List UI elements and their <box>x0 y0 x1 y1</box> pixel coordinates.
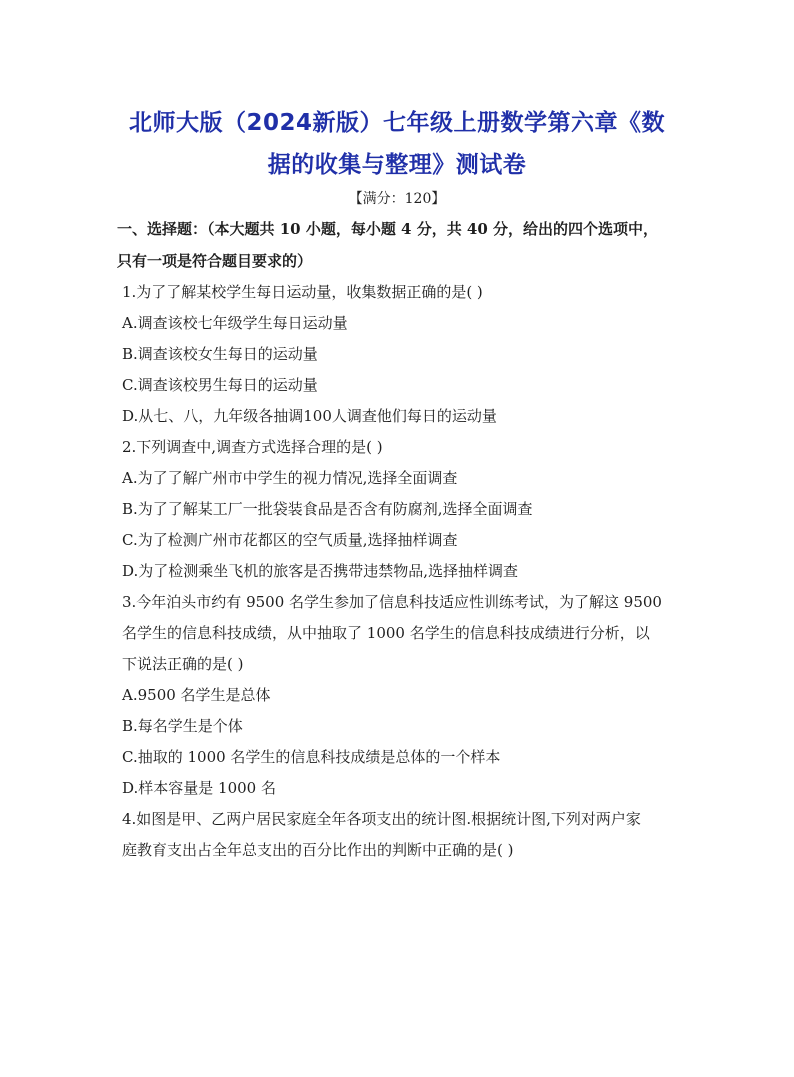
question-3-stem-line2: 名学生的信息科技成绩，从中抽取了 1000 名学生的信息科技成绩进行分析，以 <box>122 624 650 642</box>
question-1-option-d: D.从七、八，九年级各抽调100人调查他们每日的运动量 <box>122 407 497 425</box>
question-3-stem-line1: 3.今年泊头市约有 9500 名学生参加了信息科技适应性训练考试，为了解这 9500 <box>122 593 662 611</box>
question-2-option-b: B.为了了解某工厂一批袋装食品是否含有防腐剂,选择全面调查 <box>122 500 533 518</box>
question-1-stem: 1.为了了解某校学生每日运动量，收集数据正确的是( ) <box>122 283 483 301</box>
question-3-option-a: A.9500 名学生是总体 <box>122 686 271 704</box>
question-1-option-a: A.调查该校七年级学生每日运动量 <box>122 314 348 332</box>
question-3-option-b: B.每名学生是个体 <box>122 717 243 735</box>
section-heading-line2: 只有一项是符合题目要求的） <box>117 252 313 270</box>
question-1-option-b: B.调查该校女生每日的运动量 <box>122 345 318 363</box>
question-1-option-c: C.调查该校男生每日的运动量 <box>122 376 318 394</box>
exam-title-line1: 北师大版（2024新版）七年级上册数学第六章《数 <box>128 110 665 136</box>
question-3-option-d: D.样本容量是 1000 名 <box>122 779 276 797</box>
question-2-option-d: D.为了检测乘坐飞机的旅客是否携带违禁物品,选择抽样调查 <box>122 562 519 580</box>
full-score-label: 【满分：120】 <box>348 191 446 207</box>
exam-title-line2: 据的收集与整理》测试卷 <box>267 152 527 178</box>
question-2-option-a: A.为了了解广州市中学生的视力情况,选择全面调查 <box>122 469 458 487</box>
question-3-stem-line3: 下说法正确的是( ) <box>122 655 244 673</box>
section-heading-line1: 一、选择题：（本大题共 10 小题，每小题 4 分，共 40 分，给出的四个选项中， <box>117 220 659 238</box>
question-4-stem-line2: 庭教育支出占全年总支出的百分比作出的判断中正确的是( ) <box>122 841 514 859</box>
question-2-stem: 2.下列调查中,调查方式选择合理的是( ) <box>122 438 383 456</box>
question-4-stem-line1: 4.如图是甲、乙两户居民家庭全年各项支出的统计图.根据统计图,下列对两户家 <box>122 810 641 828</box>
question-3-option-c: C.抽取的 1000 名学生的信息科技成绩是总体的一个样本 <box>122 748 501 766</box>
question-2-option-c: C.为了检测广州市花都区的空气质量,选择抽样调查 <box>122 531 458 549</box>
